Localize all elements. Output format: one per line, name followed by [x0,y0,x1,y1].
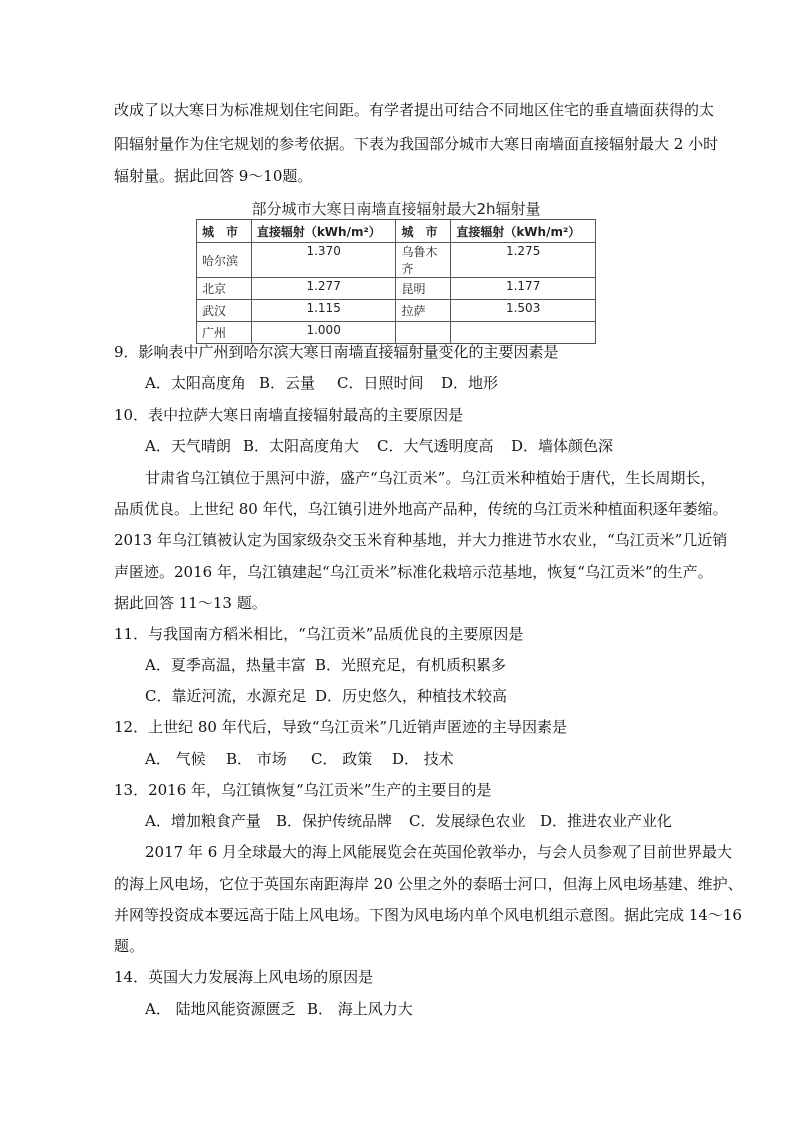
header-value-2: 直接辐射（kWh/m²） [451,220,596,243]
city-cell: 昆明 [396,278,451,300]
passage2-line-4: 声匿迹。2016 年，乌江镇建起“乌江贡米”标准化栽培示范基地，恢复“乌江贡米”的生产。 [114,563,713,581]
passage2-line-1: 甘肃省乌江镇位于黑河中游，盛产“乌江贡米”。乌江贡米种植始于唐代，生长周期长， [145,469,716,487]
header-city-1: 城 市 [197,220,252,243]
passage3-line-3: 并网等投资成本要远高于陆上风电场。下图为风电场内单个风电机组示意图。据此完成 14～16 [114,906,742,924]
value-cell: 1.503 [451,300,596,322]
value-cell: 1.370 [251,243,396,278]
value-cell: 1.277 [251,278,396,300]
q9-option-a: A．太阳高度角 [145,374,246,392]
value-cell: 1.275 [451,243,596,278]
q11-option-a: A．夏季高温，热量丰富 [145,656,306,674]
table-row [197,300,596,322]
q13-option-c: C．发展绿色农业 [409,812,526,830]
q14-option-b: B． 海上风力大 [307,1000,413,1018]
city-cell: 哈尔滨 [197,243,252,278]
passage3-line-4: 题。 [114,937,145,955]
q12-option-c: C． 政策 [311,750,373,768]
intro-line-2: 阳辐射量作为住宅规划的参考依据。下表为我国部分城市大寒日南墙面直接辐射最大 2 小时 [114,135,719,153]
table-header-row [197,220,596,243]
passage3-line-2: 的海上风电场，它位于英国东南距海岸 20 公里之外的泰晤士河口，但海上风电场基建、维护、 [114,875,743,893]
city-cell [396,322,451,344]
q9-option-c: C．日照时间 [337,374,424,392]
value-cell [451,322,596,344]
table-row [197,243,596,278]
q11-option-c: C．靠近河流，水源充足 [145,687,307,705]
q11-option-d: D．历史悠久，种植技术较高 [315,687,508,705]
q12-option-a: A． 气候 [145,750,206,768]
table-row [197,322,596,344]
q10-option-b: B．太阳高度角大 [243,437,360,455]
q9-option-b: B．云量 [259,374,316,392]
header-city-2: 城 市 [396,220,451,243]
q9-stem: 9．影响表中广州到哈尔滨大寒日南墙直接辐射量变化的主要因素是 [114,343,559,361]
city-cell: 拉萨 [396,300,451,322]
q13-option-d: D．推进农业产业化 [540,812,673,830]
city-cell: 乌鲁木齐 [396,243,451,278]
passage2-line-3: 2013 年乌江镇被认定为国家级杂交玉米育种基地，并大力推进节水农业，“乌江贡米”几近销 [114,531,728,549]
q12-option-b: B． 市场 [226,750,287,768]
q12-option-d: D． 技术 [392,750,454,768]
q11-stem: 11．与我国南方稻米相比，“乌江贡米”品质优良的主要原因是 [114,625,524,643]
q11-option-b: B．光照充足，有机质积累多 [315,656,507,674]
q13-stem: 13．2016 年，乌江镇恢复“乌江贡米”生产的主要目的是 [114,781,492,799]
q10-option-a: A．天气晴朗 [145,437,231,455]
header-value-1: 直接辐射（kWh/m²） [251,220,396,243]
intro-line-1: 改成了以大寒日为标准规划住宅间距。有学者提出可结合不同地区住宅的垂直墙面获得的太 [114,101,715,119]
intro-line-3: 辐射量。据此回答 9～10题。 [114,167,313,185]
city-cell: 广州 [197,322,252,344]
q10-option-c: C．大气透明度高 [377,437,494,455]
q12-stem: 12．上世纪 80 年代后，导致“乌江贡米”几近销声匿迹的主导因素是 [114,718,568,736]
passage3-line-1: 2017 年 6 月全球最大的海上风能展览会在英国伦敦举办，与会人员参观了目前世界最大 [145,843,733,861]
q10-stem: 10．表中拉萨大寒日南墙直接辐射最高的主要原因是 [114,406,464,424]
q10-option-d: D．墙体颜色深 [511,437,614,455]
passage2-line-2: 品质优良。上世纪 80 年代，乌江镇引进外地高产品种，传统的乌江贡米种植面积逐年萎缩。 [114,500,728,518]
passage2-line-5: 据此回答 11～13 题。 [114,594,267,612]
q13-option-b: B．保护传统品牌 [276,812,393,830]
value-cell: 1.000 [251,322,396,344]
table-title: 部分城市大寒日南墙直接辐射最大2h辐射量 [251,200,541,218]
radiation-table [196,219,596,344]
q9-option-d: D．地形 [441,374,499,392]
city-cell: 武汉 [197,300,252,322]
value-cell: 1.177 [451,278,596,300]
table-row [197,278,596,300]
q14-stem: 14．英国大力发展海上风电场的原因是 [114,968,374,986]
city-cell: 北京 [197,278,252,300]
q13-option-a: A．增加粮食产量 [145,812,261,830]
value-cell: 1.115 [251,300,396,322]
q14-option-a: A． 陆地风能资源匮乏 [145,1000,296,1018]
